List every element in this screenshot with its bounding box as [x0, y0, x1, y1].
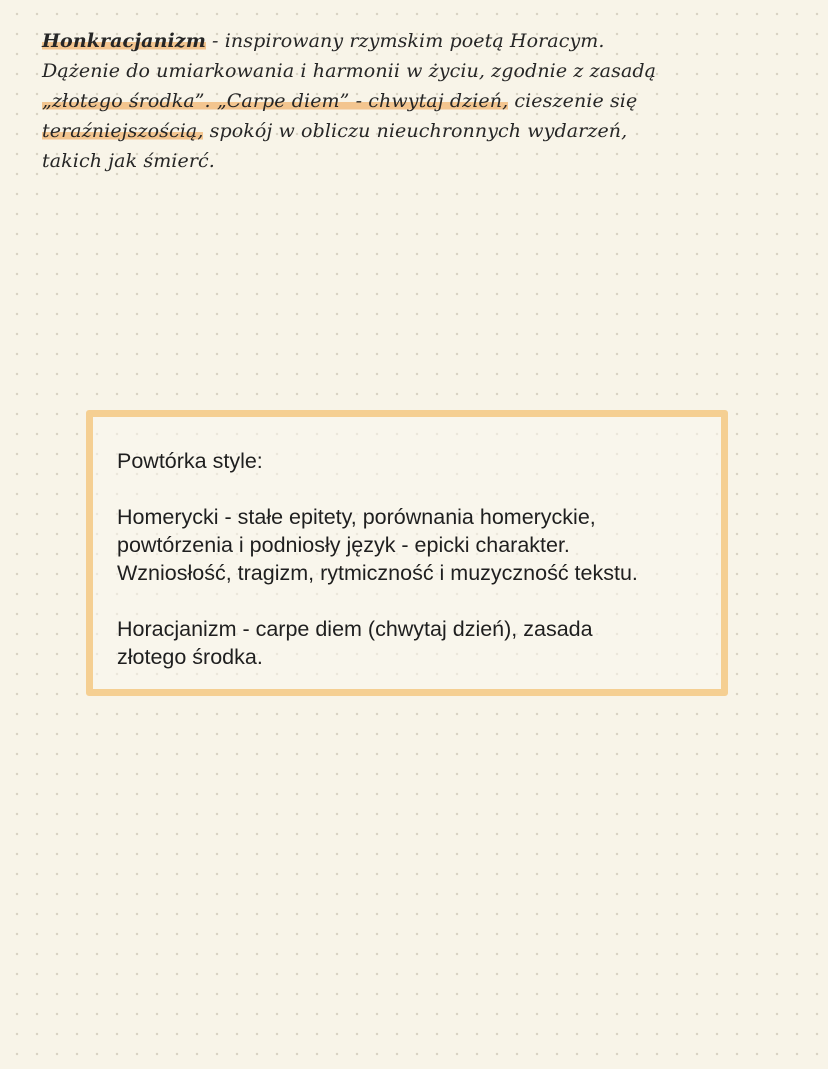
note-line-1	[42, 26, 762, 56]
review-homerycki	[117, 503, 717, 587]
review-box-content	[117, 447, 717, 671]
homerycki-line: Homerycki - stałe epitety, porównania homeryckie,	[117, 505, 596, 529]
horacjanizm-line: złotego środka.	[117, 645, 263, 669]
review-horacjanizm	[117, 615, 717, 671]
note-line-4	[42, 116, 762, 146]
note-line-4-text: spokój w obliczu nieuchronnych wydarzeń,	[203, 120, 628, 142]
homerycki-line: powtórzenia i podniosły język - epicki charakter.	[117, 533, 570, 557]
note-highlight-carpe-diem: „złotego środka”. „Carpe diem” - chwytaj dzień,	[42, 90, 509, 112]
note-line-2: Dążenie do umiarkowania i harmonii w życiu, zgodnie z zasadą	[42, 60, 657, 82]
review-title: Powtórka style:	[117, 449, 263, 473]
note-line-5: takich jak śmierć.	[42, 150, 215, 172]
note-line-3-text: cieszenie się	[508, 90, 638, 112]
spacer	[117, 587, 717, 615]
spacer	[117, 475, 717, 503]
note-line-3	[42, 86, 762, 116]
note-line-1-text: - inspirowany rzymskim poetą Horacym.	[205, 30, 605, 52]
handwritten-note	[42, 26, 762, 176]
note-highlight-terazniejszosc: teraźniejszością,	[42, 120, 204, 142]
review-box	[86, 410, 728, 696]
horacjanizm-line: Horacjanizm - carpe diem (chwytaj dzień), zasada	[117, 617, 593, 641]
note-term-highlight: Honkracjanizm	[42, 30, 206, 52]
homerycki-line: Wzniosłość, tragizm, rytmiczność i muzyczność tekstu.	[117, 561, 638, 585]
